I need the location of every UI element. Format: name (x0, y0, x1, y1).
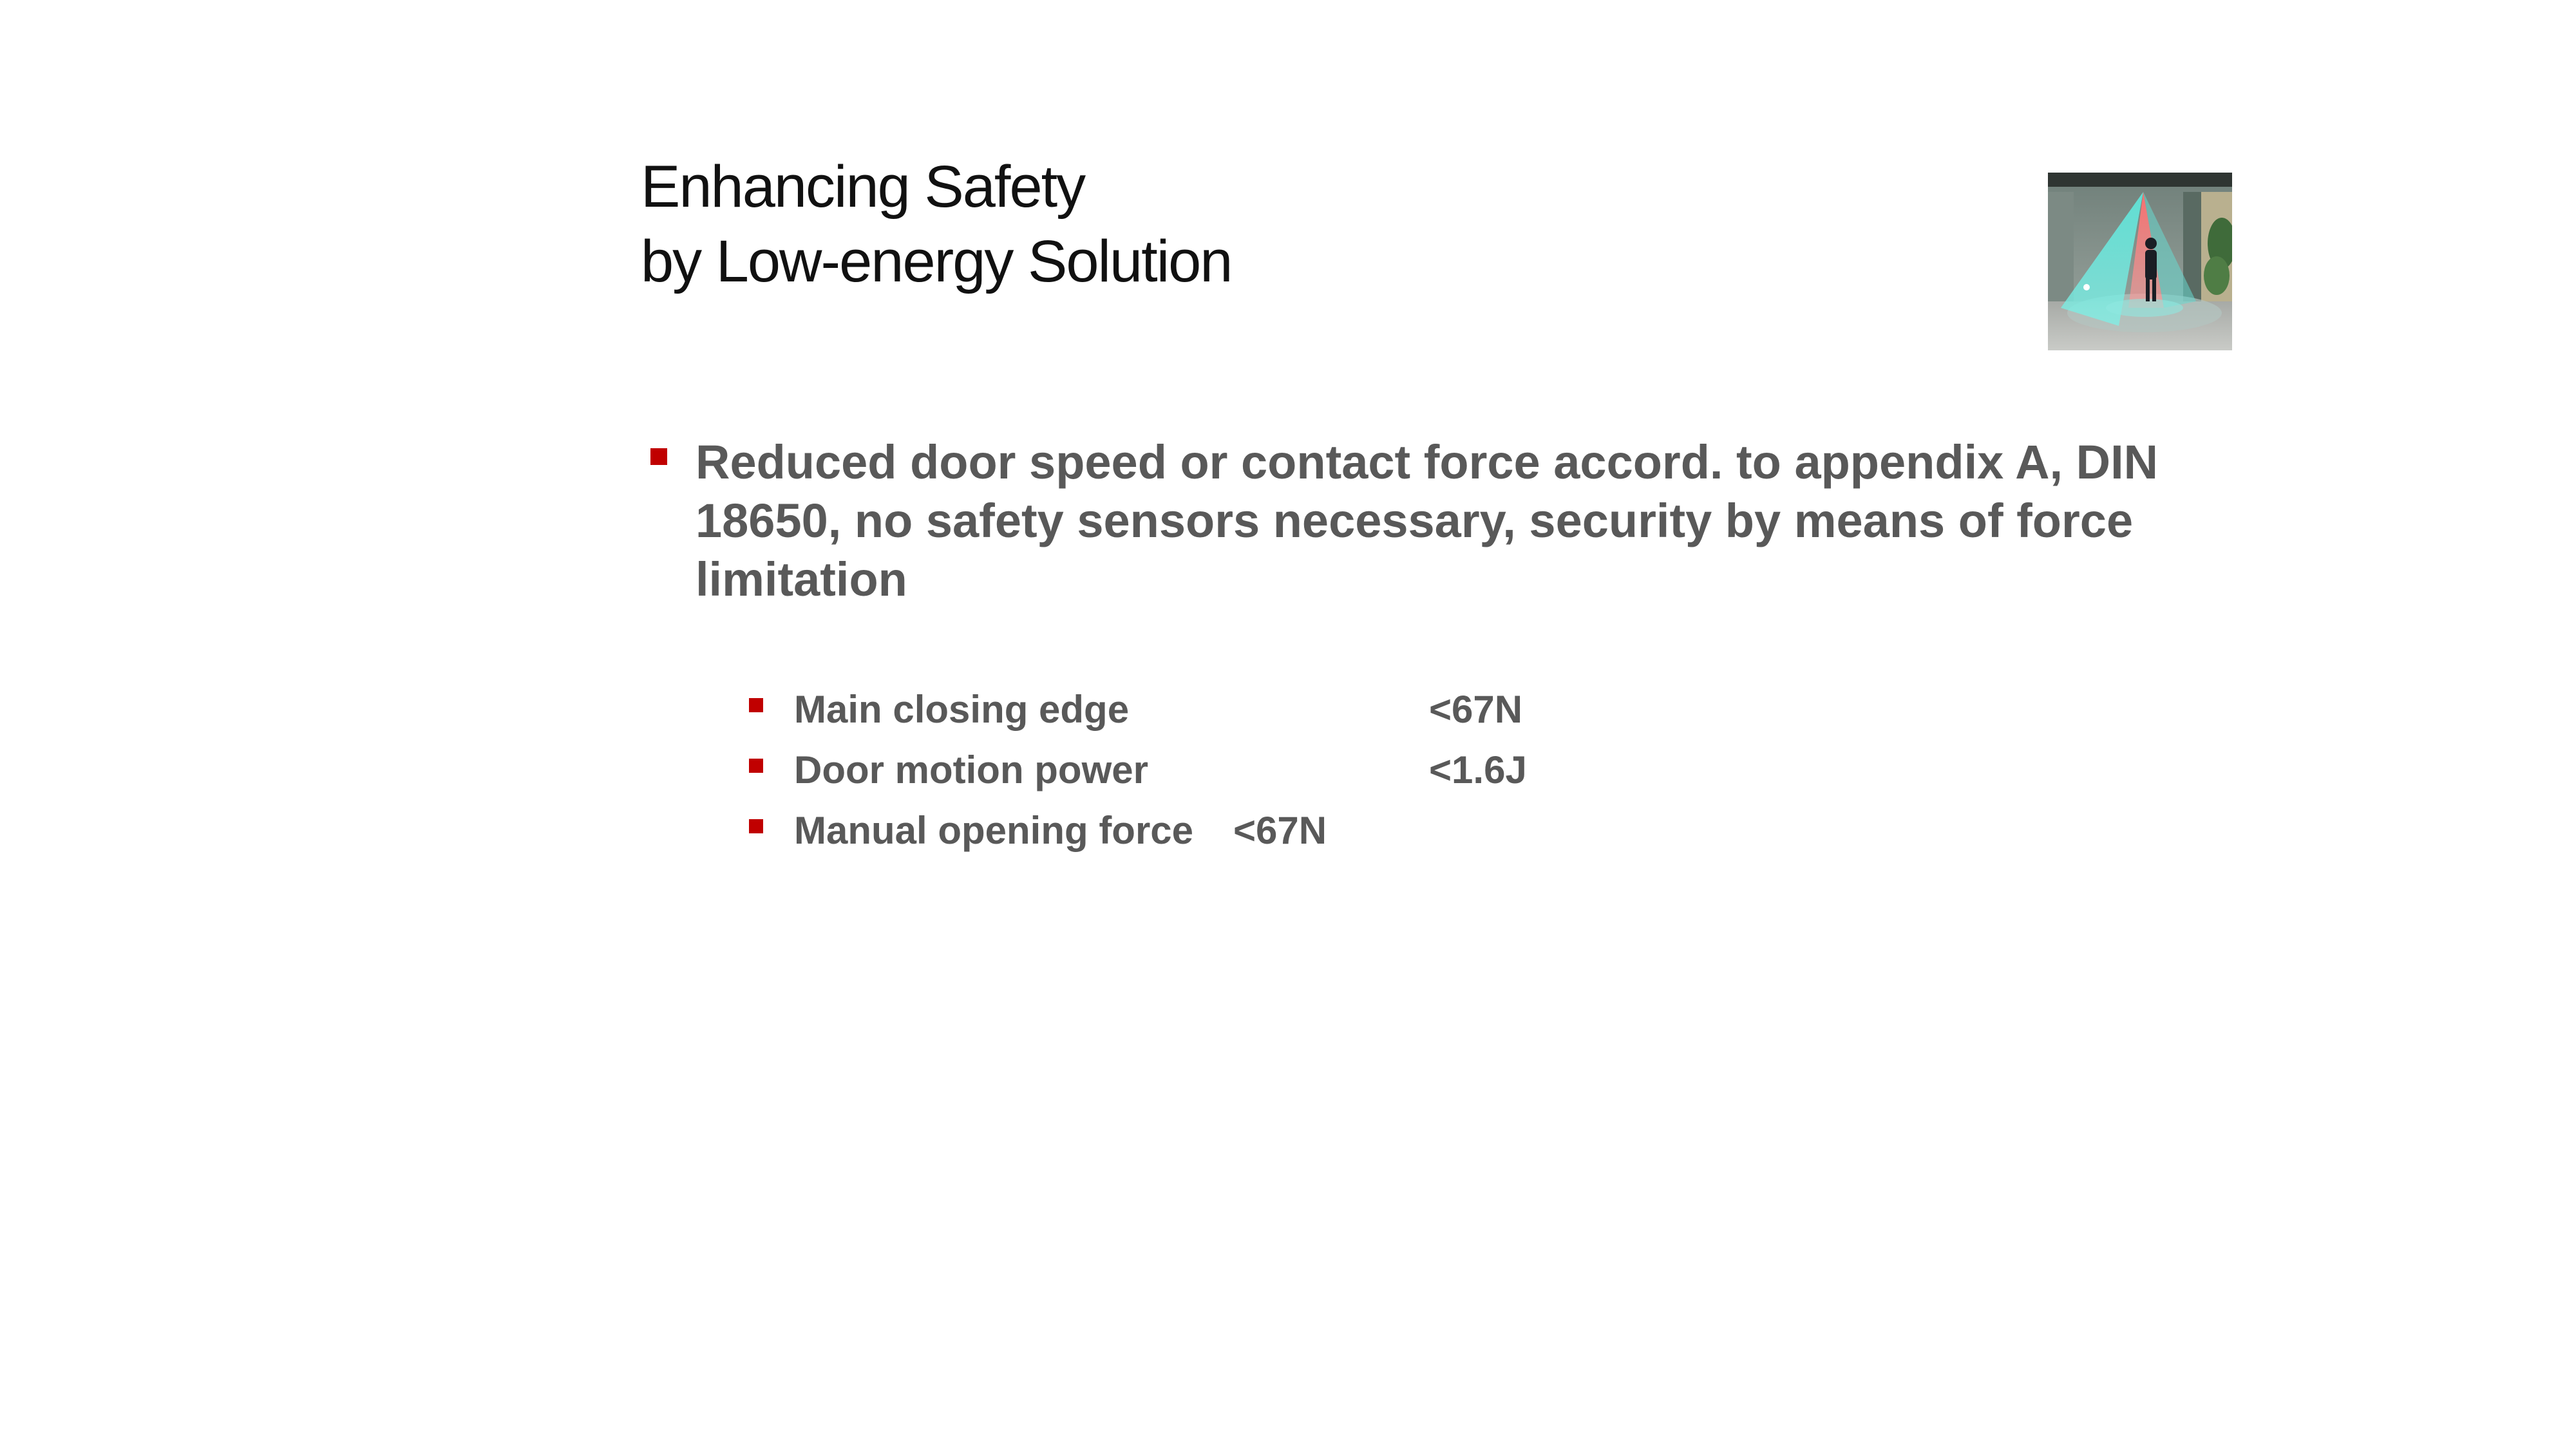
title-line-1: Enhancing Safety (641, 154, 1085, 220)
sub-bullet-label: Manual opening force (794, 809, 1194, 852)
sub-bullet-label: Main closing edge (794, 688, 1130, 731)
sub-bullet-manual-opening-force (749, 808, 1586, 854)
sub-bullet-door-motion-power (749, 747, 1586, 793)
bullet-marker-icon (749, 819, 763, 833)
sub-bullet-value: <67N (1429, 688, 1523, 731)
bullet-marker-icon (650, 448, 667, 465)
main-bullet (650, 433, 2196, 609)
main-bullet-text: Reduced door speed or contact force accord. to appendix A, DIN 18650, no safety sensors necessary, security by means of force limitation (696, 435, 2159, 606)
sub-bullet-main-closing-edge (749, 687, 1586, 733)
sub-bullet-value: <67N (1233, 809, 1327, 852)
bullet-marker-icon (749, 759, 763, 773)
sub-bullet-label: Door motion power (794, 748, 1148, 791)
sub-bullet-value: <1.6J (1429, 748, 1527, 791)
slide-title (641, 149, 1231, 299)
title-line-2: by Low-energy Solution (641, 229, 1232, 294)
door-sensor-photo-icon (2048, 173, 2232, 350)
bullet-marker-icon (749, 698, 763, 712)
